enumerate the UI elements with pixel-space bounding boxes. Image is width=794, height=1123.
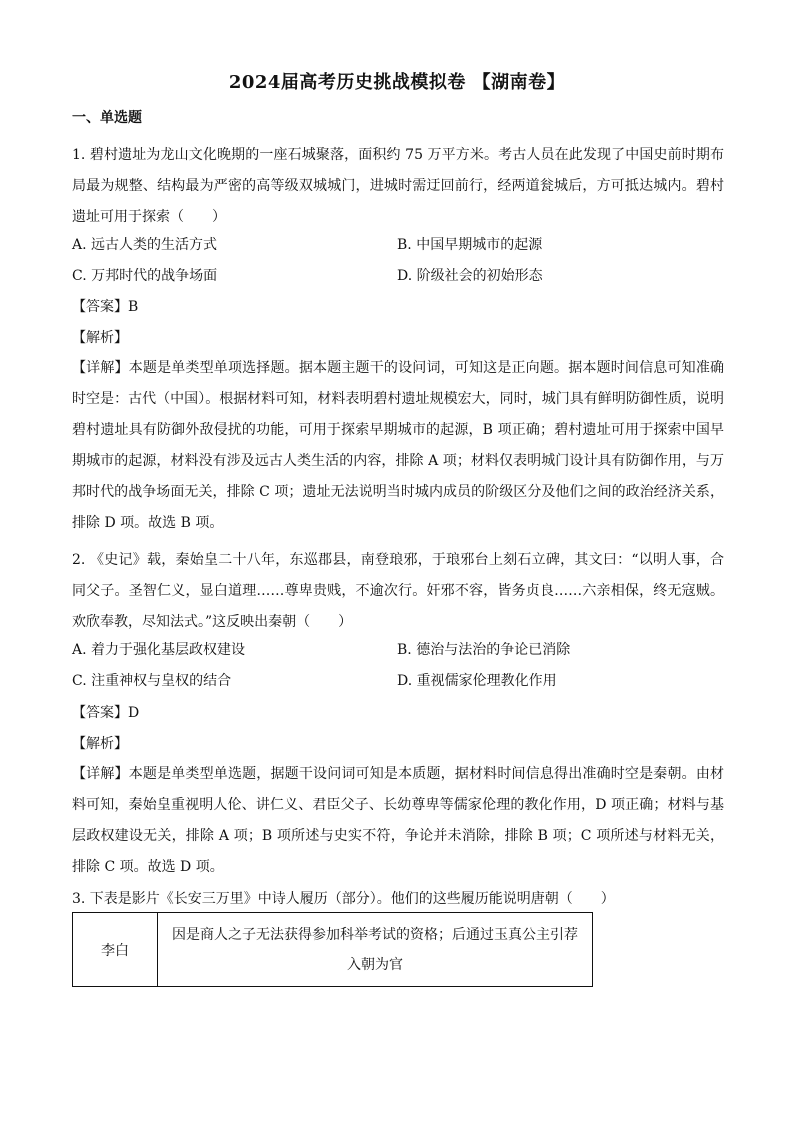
question-1-option-b: B. 中国早期城市的起源: [397, 237, 543, 253]
page-title: 2024届高考历史挑战模拟卷 【湖南卷】: [228, 72, 566, 93]
poet-resume-table: [72, 912, 593, 987]
question-2-analysis-label: 【解析】: [72, 736, 128, 752]
question-1-stem: 1. 碧村遗址为龙山文化晚期的一座石城聚落，面积约 75 万平方米。考古人员在此发现了中国史前时期布局最为规整、结构最为严密的高等级双城城门，进城时需迂回前行，经两道瓮城后，方可抵达城内。碧村遗址可用于探索（ ）: [72, 147, 724, 225]
question-2-option-a: A. 着力于强化基层政权建设: [72, 642, 246, 658]
question-2-stem: 2. 《史记》载，秦始皇二十八年，东巡郡县，南登琅邪，于琅邪台上刻石立碑，其文曰：“以明人事，合同父子。圣智仁义，显白道理……尊卑贵贱，不逾次行。奸邪不容，皆务贞良……六亲相保，终无寇贼。欢欣奉教，尽知法式。”这反映出秦朝（ ）: [72, 552, 724, 630]
question-1-option-a: A. 远古人类的生活方式: [72, 237, 218, 253]
question-2-answer: 【答案】D: [72, 705, 140, 721]
poet-name-cell: 李白: [73, 913, 158, 987]
question-3-stem: 3. 下表是影片《长安三万里》中诗人履历（部分）。他们的这些履历能说明唐朝（ ）: [72, 891, 615, 907]
question-2-option-d: D. 重视儒家伦理教化作用: [397, 673, 557, 689]
question-1-analysis-label: 【解析】: [72, 330, 128, 346]
question-1-option-d: D. 阶级社会的初始形态: [397, 268, 543, 284]
question-2-option-c: C. 注重神权与皇权的结合: [72, 673, 232, 689]
question-2-detail: 【详解】本题是单类型单选题，据题干设问词可知是本质题，据材料时间信息得出准确时空是秦朝。由材料可知，秦始皇重视明人伦、讲仁义、君臣父子、长幼尊卑等儒家伦理的教化作用，D 项正确；材料与基层政权建设无关，排除 A 项；B 项所述与史实不符，争论并未消除，排除 B 项；C 项所述与材料无关，排除 C 项。故选 D 项。: [72, 766, 724, 875]
question-2-option-b: B. 德治与法治的争论已消除: [397, 642, 571, 658]
question-1-detail: 【详解】本题是单类型单项选择题。据本题主题干的设问词，可知这是正向题。据本题时间信息可知准确时空是：古代（中国）。根据材料可知，材料表明碧村遗址规模宏大，同时，城门具有鲜明防御性质，说明碧村遗址具有防御外敌侵扰的功能，可用于探索早期城市的起源，B 项正确；碧村遗址可用于探索中国早期城市的起源，材料没有涉及远古人类生活的内容，排除 A 项；材料仅表明城门设计具有防御作用，与万邦时代的战争场面无关，排除 C 项；遗址无法说明当时城内成员的阶级区分及他们之间的政治经济关系，排除 D 项。故选 B 项。: [72, 360, 724, 531]
section-heading: 一、单选题: [72, 110, 142, 126]
question-1-answer: 【答案】B: [72, 299, 139, 315]
table-row: [73, 913, 593, 987]
question-1-option-c: C. 万邦时代的战争场面: [72, 268, 218, 284]
poet-resume-cell: 因是商人之子无法获得参加科举考试的资格；后通过玉真公主引荐入朝为官: [158, 913, 593, 987]
